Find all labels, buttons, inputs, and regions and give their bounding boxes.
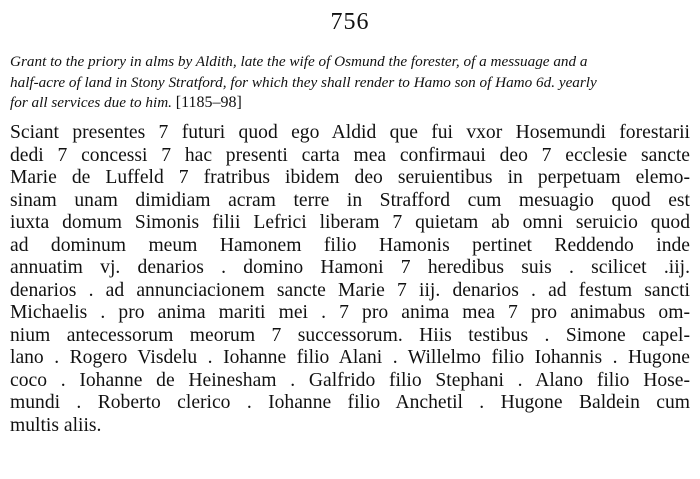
charter-line-14: multis aliis. (10, 414, 102, 436)
page-number: 756 (330, 9, 370, 35)
summary-text-3: for all services due to him. (10, 94, 172, 111)
charter-summary (10, 52, 695, 114)
charter-line-2: dedi 7 concessi 7 hac presenti carta mea confirmaui deo 7 ecclesie sancte (10, 144, 690, 166)
charter-line-3: Marie de Luffeld 7 fratribus ibidem deo seruientibus in perpetuam elemo- (10, 167, 690, 188)
summary-line-3 (10, 93, 695, 114)
summary-line-1 (10, 52, 695, 73)
charter-line-11: lano . Rogero Visdelu . Iohanne filio Alani . Willelmo filio Iohannis . Hugone (10, 347, 690, 368)
charter-line-13: mundi . Roberto clerico . Iohanne filio Anchetil . Hugone Baldein cum (10, 392, 690, 413)
charter-date: [1185–98] (175, 94, 242, 111)
charter-line-7: annuatim vj. denarios . domino Hamoni 7 heredibus suis . scilicet .iij. (10, 257, 690, 278)
charter-line-12: coco . Iohanne de Heinesham . Galfrido filio Stephani . Alano filio Hose- (10, 369, 690, 391)
summary-text-1: Grant to the priory in alms by Aldith, late the wife of Osmund the forester, of a messuage and a (10, 53, 588, 70)
charter-line-4: sinam unam dimidiam acram terre in Strafford cum mesuagio quod est (10, 189, 690, 211)
charter-line-10: nium antecessorum meorum 7 successorum. Hiis testibus . Simone capel- (10, 324, 690, 346)
charter-line-9: Michaelis . pro anima mariti mei . 7 pro anima mea 7 pro animabus om- (10, 302, 690, 323)
charter-line-1: Sciant presentes 7 futuri quod ego Aldid que fui vxor Hosemundi forestarii (10, 122, 690, 143)
charter-line-5: iuxta domum Simonis filii Lefrici liberam 7 quietam ab omni seruicio quod (10, 212, 690, 233)
charter-text (10, 122, 690, 437)
charter-line-8: denarios . ad annunciacionem sancte Marie 7 iij. denarios . ad festum sancti (10, 279, 690, 301)
summary-line-2 (10, 73, 695, 94)
summary-text-2: half-acre of land in Stony Stratford, for which they shall render to Hamo son of Hamo 6d. yearly (10, 73, 597, 91)
charter-line-6: ad dominum meum Hamonem filio Hamonis pertinet Reddendo inde (10, 234, 690, 256)
